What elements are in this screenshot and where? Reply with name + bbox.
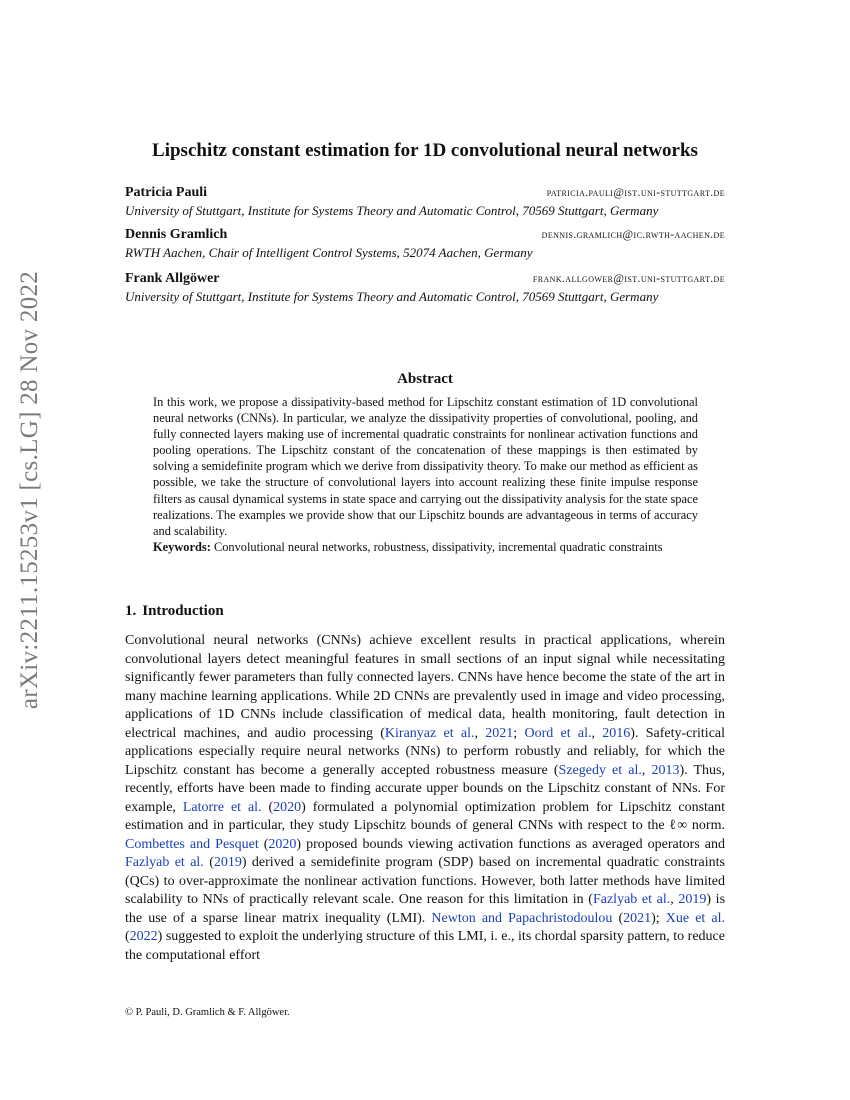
- body-text: ,: [474, 725, 486, 741]
- author-name: Patricia Pauli: [125, 185, 208, 200]
- citation-link[interactable]: Xue et al.: [665, 910, 726, 926]
- citation-link[interactable]: 2019: [213, 855, 242, 870]
- citation-link[interactable]: 2022: [129, 929, 158, 944]
- body-text: (: [125, 929, 130, 944]
- author-affiliation: University of Stuttgart, Institute for Systems Theory and Automatic Control, 70569 Stuttgart, Germany: [125, 203, 659, 218]
- body-text: (: [261, 799, 274, 815]
- arxiv-identifier: [10, 270, 50, 710]
- citation-link[interactable]: Fazlyab et al.: [592, 892, 671, 907]
- keywords-text: Convolutional neural networks, robustness, dissipativity, incremental quadratic constraints: [213, 539, 663, 554]
- abstract-heading: Abstract: [397, 371, 453, 387]
- body-text: ,: [670, 892, 679, 907]
- body-text: ) formulated a polynomial optimization problem for Lipschitz constant estimation and in particular, they study Lipschitz bounds of general CNNs with respect to the ℓ∞ norm.: [125, 799, 726, 833]
- citation-link[interactable]: 2020: [268, 836, 297, 852]
- author-email: dennis.gramlich@ic.rwth-aachen.de: [541, 229, 725, 241]
- citation-link[interactable]: Combettes and Pesquet: [125, 836, 259, 852]
- author-affiliation: University of Stuttgart, Institute for Systems Theory and Automatic Control, 70569 Stuttgart, Germany: [125, 289, 659, 304]
- body-text: ). Safety-critical applications especially require neural networks (NNs) to perform robustly and reliably, for which the Lipschitz constant has become a generally accepted robustness measure (: [125, 725, 726, 778]
- author-affiliation: RWTH Aachen, Chair of Intelligent Control Systems, 52074 Aachen, Germany: [125, 245, 533, 260]
- body-text: ) proposed bounds viewing activation functions as averaged operators and: [296, 836, 726, 852]
- body-text: ,: [641, 762, 652, 778]
- body-text: (: [203, 855, 214, 870]
- citation-link[interactable]: Fazlyab et al.: [125, 855, 204, 870]
- citation-link[interactable]: 2013: [651, 762, 680, 778]
- body-text: ) derived a semidefinite program (SDP) based on incremental quadratic constraints (QCs) to over-approximate the nonlinear activation functions. However, both latter methods have limited scalability to NNs of practically relevant scale. One reason for this limitation in (: [125, 855, 725, 907]
- arxiv-identifier-text: arXiv:2211.15253v1 [cs.LG] 28 Nov 2022: [16, 270, 43, 710]
- introduction-body: [125, 632, 725, 965]
- author-email: patricia.pauli@ist.uni-stuttgart.de: [546, 187, 725, 199]
- copyright-footer: © P. Pauli, D. Gramlich & F. Allgöwer.: [125, 1007, 290, 1018]
- keywords: [153, 539, 698, 555]
- paper-title: Lipschitz constant estimation for 1D convolutional neural networks: [152, 140, 698, 161]
- body-text: );: [651, 910, 666, 926]
- body-text: ;: [513, 725, 525, 741]
- citation-link[interactable]: 2020: [273, 799, 302, 815]
- citation-link[interactable]: Kiranyaz et al.: [384, 725, 475, 741]
- citation-link[interactable]: Oord et al.: [524, 725, 592, 741]
- keywords-label: Keywords:: [153, 539, 211, 554]
- author-email: frank.allgower@ist.uni-stuttgart.de: [532, 273, 725, 285]
- citation-link[interactable]: 2019: [678, 892, 707, 907]
- citation-link[interactable]: 2016: [602, 725, 631, 741]
- author-block-1: [125, 185, 725, 219]
- introduction-paragraph: [125, 632, 725, 965]
- citation-link[interactable]: Latorre et al.: [182, 799, 262, 815]
- citation-link[interactable]: 2021: [485, 725, 514, 741]
- body-text: ) suggested to exploit the underlying structure of this LMI, i. e., its chordal sparsity pattern, to reduce the computational effort: [125, 929, 725, 963]
- abstract-text: In this work, we propose a dissipativity-based method for Lipschitz constant estimation of 1D convolutional neural networks (CNNs). In particular, we analyze the dissipativity properties of convolutional, pooling, and fully connected layers making use of incremental quadratic constraints for nonlinear activation functions and pooling operations. The Lipschitz constant of the concatenation of these mappings is then estimated by solving a semidefinite program which we derive from dissipativity theory. To make our method as efficient as possible, we take the structure of convolutional layers into account realizing these finite impulse response filters as causal dynamical systems in state space and carrying out the dissipativity analysis for the state space realizations. The examples we provide show that our Lipschitz bounds are advantageous in terms of accuracy and scalability.: [153, 395, 698, 538]
- body-text: Convolutional neural networks (CNNs) achieve excellent results in practical applications, wherein convolutional layers detect meaningful features in small sections of an input signal while necessitating significantly fewer parameters than fully connected layers. CNNs have hence become the state of the art in many machine learning applications. While 2D CNNs are prevalently used in image and video processing, applications of 1D CNNs include classification of medical data, health monitoring, fault detection in electrical machines, and audio processing (: [125, 633, 725, 741]
- citation-link[interactable]: Szegedy et al.: [558, 762, 642, 778]
- author-name: Frank Allgöwer: [125, 271, 220, 286]
- section-title: Introduction: [142, 603, 224, 619]
- citation-link[interactable]: Newton and Papachristodoulou: [431, 910, 613, 926]
- body-text: ). Thus, recently, efforts have been made to finding accurate upper bounds on the Lipschitz constant of NNs. For example,: [125, 762, 725, 815]
- citation-link[interactable]: 2021: [623, 910, 652, 926]
- body-text: (: [258, 836, 269, 852]
- section-heading: [125, 603, 224, 620]
- author-name: Dennis Gramlich: [125, 227, 228, 242]
- author-block-2: [125, 227, 725, 261]
- body-text: ,: [591, 725, 603, 741]
- body-text: (: [612, 910, 624, 926]
- body-text: ) is the use of a sparse linear matrix inequality (LMI).: [125, 892, 726, 926]
- abstract-body: [153, 394, 698, 555]
- author-block-3: [125, 271, 725, 305]
- section-number: 1.: [125, 603, 137, 619]
